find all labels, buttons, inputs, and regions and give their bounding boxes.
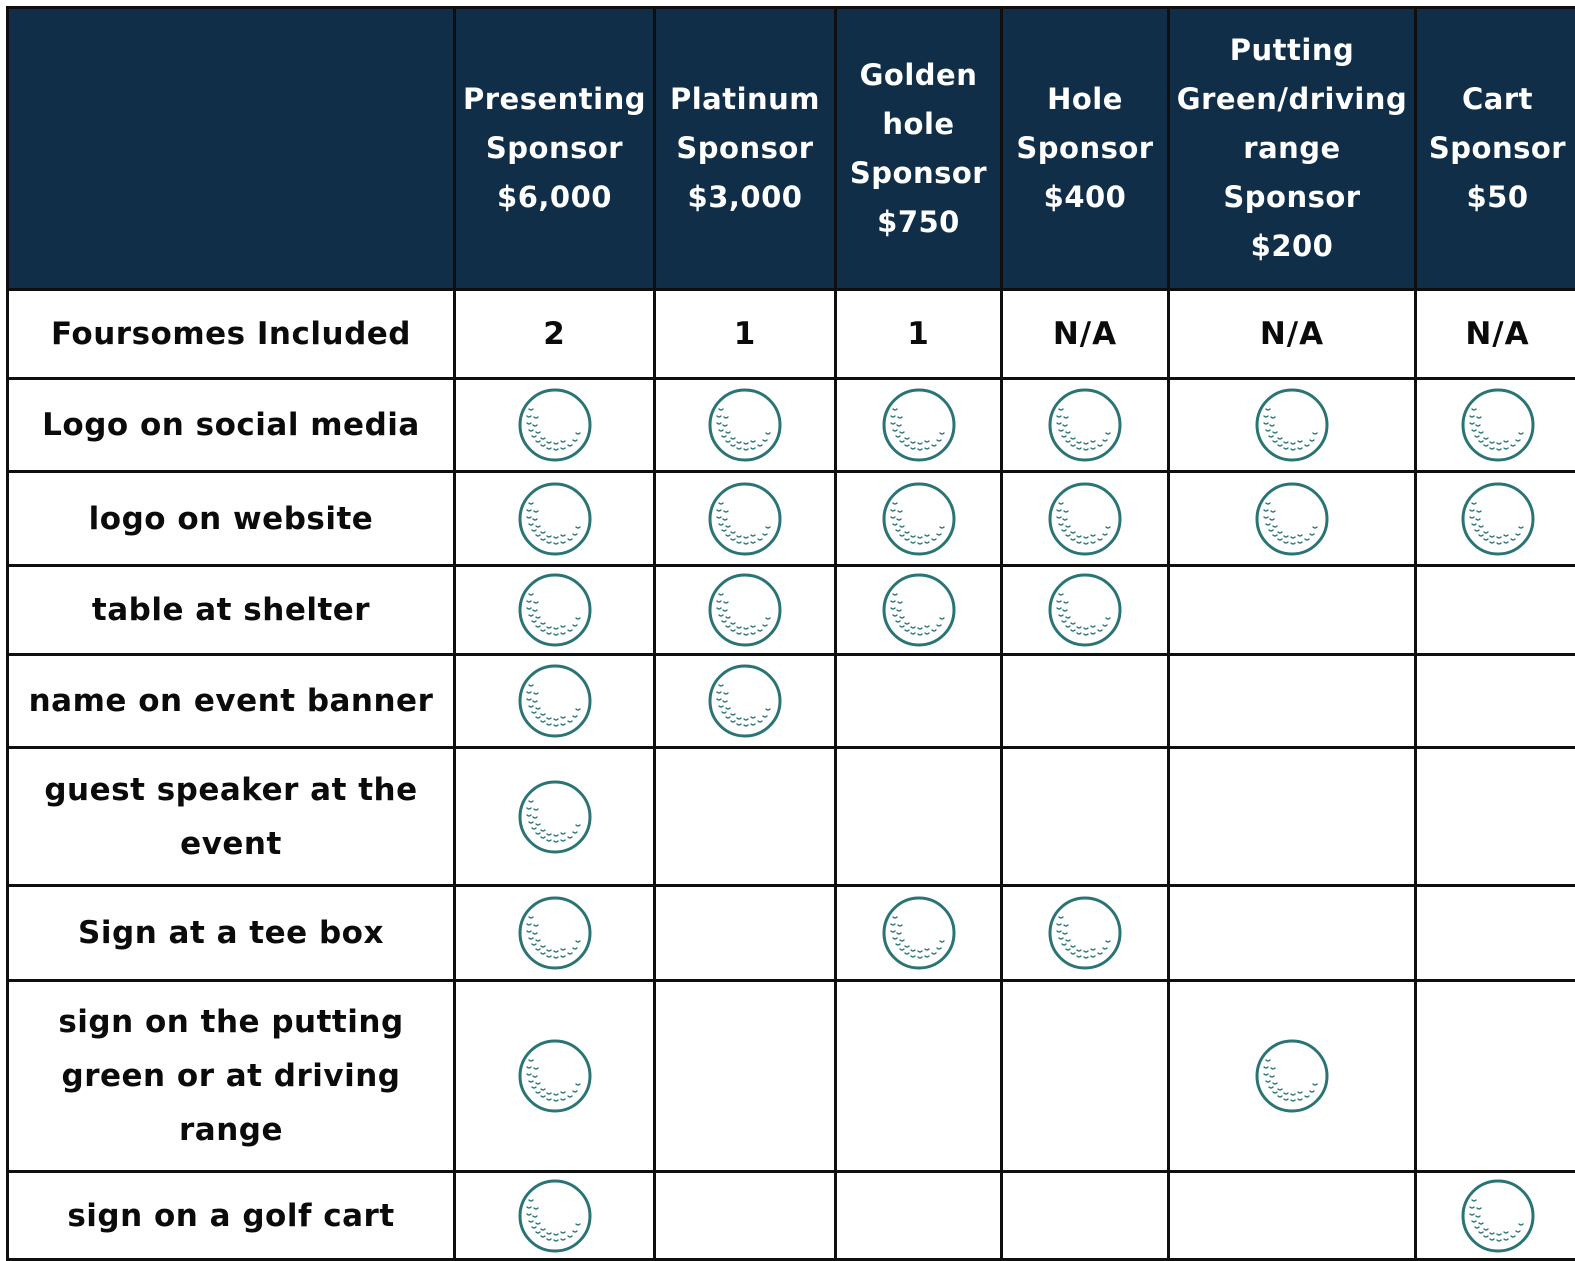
benefit-empty-cell xyxy=(655,886,836,981)
header-platinum-sponsor xyxy=(655,8,836,290)
header-line: Sponsor xyxy=(656,124,834,173)
foursomes-row xyxy=(8,290,1575,379)
benefit-label-line: name on event banner xyxy=(9,674,453,728)
benefit-empty-cell xyxy=(1169,886,1416,981)
benefit-label xyxy=(8,379,455,472)
benefit-row xyxy=(8,472,1575,566)
header-putting-green-sponsor xyxy=(1169,8,1416,290)
foursomes-label: Foursomes Included xyxy=(8,290,455,379)
benefit-row xyxy=(8,886,1575,981)
benefit-included-cell xyxy=(836,379,1002,472)
header-row xyxy=(8,8,1575,290)
header-line: Presenting xyxy=(456,75,653,124)
benefit-empty-cell xyxy=(655,748,836,886)
benefit-label-line: sign on a golf cart xyxy=(9,1189,453,1243)
golf-ball-icon xyxy=(1047,895,1123,971)
golf-ball-icon xyxy=(881,387,957,463)
benefit-included-cell xyxy=(455,566,655,655)
benefit-included-cell xyxy=(455,379,655,472)
benefit-included-cell xyxy=(1169,981,1416,1172)
sponsorship-table xyxy=(6,6,1575,1261)
foursomes-value: N/A xyxy=(1002,290,1169,379)
golf-ball-icon xyxy=(1460,481,1536,557)
golf-ball-icon xyxy=(517,895,593,971)
header-hole-sponsor xyxy=(1002,8,1169,290)
header-line: Green/driving xyxy=(1170,75,1414,124)
foursomes-value: 1 xyxy=(655,290,836,379)
header-price: $50 xyxy=(1417,173,1575,222)
benefit-row xyxy=(8,981,1575,1172)
benefit-included-cell xyxy=(655,472,836,566)
benefit-included-cell xyxy=(1002,472,1169,566)
header-line: Cart xyxy=(1417,75,1575,124)
benefit-empty-cell xyxy=(1416,981,1575,1172)
benefit-included-cell xyxy=(455,655,655,748)
benefit-empty-cell xyxy=(836,655,1002,748)
benefit-label-line: guest speaker at the xyxy=(9,763,453,817)
header-line: Hole xyxy=(1003,75,1167,124)
benefit-label-line: Logo on social media xyxy=(9,398,453,452)
benefit-included-cell xyxy=(655,566,836,655)
golf-ball-icon xyxy=(517,1178,593,1254)
foursomes-value: 1 xyxy=(836,290,1002,379)
benefit-label-line: table at shelter xyxy=(9,583,453,637)
benefit-empty-cell xyxy=(1002,748,1169,886)
golf-ball-icon xyxy=(1047,387,1123,463)
benefit-empty-cell xyxy=(1169,655,1416,748)
benefit-included-cell xyxy=(1002,379,1169,472)
header-line: Sponsor xyxy=(1170,173,1414,222)
benefit-empty-cell xyxy=(1169,1172,1416,1260)
golf-ball-icon xyxy=(881,481,957,557)
benefit-included-cell xyxy=(1416,379,1575,472)
benefit-label-line: sign on the putting xyxy=(9,995,453,1049)
benefit-included-cell xyxy=(1416,1172,1575,1260)
header-price: $750 xyxy=(837,198,1000,247)
golf-ball-icon xyxy=(1254,387,1330,463)
golf-ball-icon xyxy=(517,1038,593,1114)
golf-ball-icon xyxy=(1460,387,1536,463)
benefit-included-cell xyxy=(455,472,655,566)
benefit-empty-cell xyxy=(1169,566,1416,655)
benefit-included-cell xyxy=(1169,379,1416,472)
benefit-empty-cell xyxy=(655,1172,836,1260)
benefit-row xyxy=(8,655,1575,748)
golf-ball-icon xyxy=(517,481,593,557)
benefit-label xyxy=(8,472,455,566)
benefit-included-cell xyxy=(1002,566,1169,655)
golf-ball-icon xyxy=(881,895,957,971)
golf-ball-icon xyxy=(707,481,783,557)
benefit-included-cell xyxy=(455,886,655,981)
header-price: $400 xyxy=(1003,173,1167,222)
golf-ball-icon xyxy=(517,663,593,739)
golf-ball-icon xyxy=(517,572,593,648)
golf-ball-icon xyxy=(1460,1178,1536,1254)
benefit-label-line: green or at driving xyxy=(9,1049,453,1103)
header-price: $6,000 xyxy=(456,173,653,222)
header-line: Sponsor xyxy=(1003,124,1167,173)
header-line: Sponsor xyxy=(456,124,653,173)
benefit-included-cell xyxy=(1169,472,1416,566)
benefit-empty-cell xyxy=(1002,981,1169,1172)
benefit-empty-cell xyxy=(836,981,1002,1172)
benefit-empty-cell xyxy=(1416,566,1575,655)
foursomes-value: N/A xyxy=(1416,290,1575,379)
benefit-row xyxy=(8,566,1575,655)
benefit-included-cell xyxy=(455,1172,655,1260)
golf-ball-icon xyxy=(707,387,783,463)
benefit-empty-cell xyxy=(1416,748,1575,886)
benefit-included-cell xyxy=(1416,472,1575,566)
golf-ball-icon xyxy=(1047,481,1123,557)
header-line: Sponsor xyxy=(1417,124,1575,173)
benefit-label xyxy=(8,886,455,981)
golf-ball-icon xyxy=(517,779,593,855)
benefit-label-line: logo on website xyxy=(9,492,453,546)
header-line: Golden xyxy=(837,51,1000,100)
benefit-empty-cell xyxy=(836,748,1002,886)
sponsorship-sheet xyxy=(6,6,1575,1257)
benefit-empty-cell xyxy=(1416,886,1575,981)
benefit-empty-cell xyxy=(1002,1172,1169,1260)
benefit-empty-cell xyxy=(1416,655,1575,748)
header-price: $3,000 xyxy=(656,173,834,222)
benefit-label xyxy=(8,981,455,1172)
benefit-included-cell xyxy=(655,655,836,748)
benefit-included-cell xyxy=(836,566,1002,655)
header-price: $200 xyxy=(1170,222,1414,271)
golf-ball-icon xyxy=(707,663,783,739)
benefit-empty-cell xyxy=(836,1172,1002,1260)
header-golden-hole-sponsor xyxy=(836,8,1002,290)
header-corner-cell xyxy=(8,8,455,290)
foursomes-value: 2 xyxy=(455,290,655,379)
golf-ball-icon xyxy=(881,572,957,648)
benefit-included-cell xyxy=(836,886,1002,981)
benefit-row xyxy=(8,379,1575,472)
golf-ball-icon xyxy=(1254,481,1330,557)
foursomes-value: N/A xyxy=(1169,290,1416,379)
benefit-included-cell xyxy=(455,748,655,886)
benefit-row xyxy=(8,1172,1575,1260)
benefit-included-cell xyxy=(1002,886,1169,981)
header-cart-sponsor xyxy=(1416,8,1575,290)
golf-ball-icon xyxy=(707,572,783,648)
golf-ball-icon xyxy=(1254,1038,1330,1114)
benefit-included-cell xyxy=(836,472,1002,566)
benefit-label xyxy=(8,655,455,748)
benefit-included-cell xyxy=(455,981,655,1172)
benefit-label-line: event xyxy=(9,817,453,871)
golf-ball-icon xyxy=(1047,572,1123,648)
benefit-empty-cell xyxy=(1002,655,1169,748)
benefit-label xyxy=(8,1172,455,1260)
benefit-label-line: Sign at a tee box xyxy=(9,906,453,960)
header-line: hole xyxy=(837,100,1000,149)
benefit-label xyxy=(8,566,455,655)
benefit-rows xyxy=(8,379,1575,1260)
header-line: Platinum xyxy=(656,75,834,124)
benefit-label-line: range xyxy=(9,1103,453,1157)
header-line: Putting xyxy=(1170,26,1414,75)
benefit-label xyxy=(8,748,455,886)
benefit-empty-cell xyxy=(655,981,836,1172)
golf-ball-icon xyxy=(517,387,593,463)
header-presenting-sponsor xyxy=(455,8,655,290)
benefit-row xyxy=(8,748,1575,886)
benefit-included-cell xyxy=(655,379,836,472)
benefit-empty-cell xyxy=(1169,748,1416,886)
header-line: Sponsor xyxy=(837,149,1000,198)
header-line: range xyxy=(1170,124,1414,173)
